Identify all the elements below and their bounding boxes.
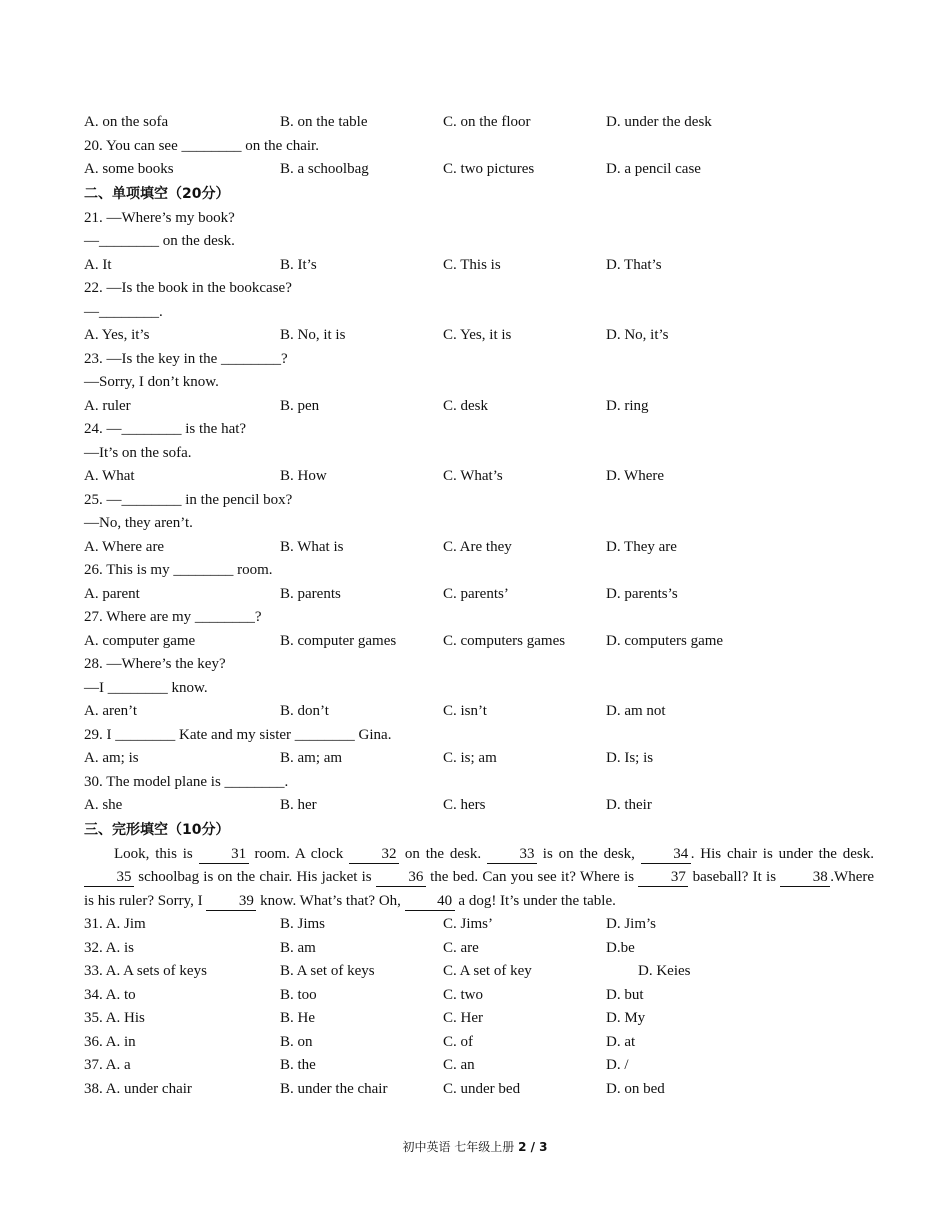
option-c: C. are — [443, 939, 479, 956]
cloze-option-row — [84, 913, 874, 937]
option-d: D. but — [606, 986, 644, 1003]
option-b: B. A set of keys — [280, 963, 375, 979]
option-row — [84, 465, 874, 489]
option-d: D. That’s — [606, 256, 662, 273]
option-d: D. computers game — [606, 632, 724, 649]
option-b: B. am; am — [280, 750, 343, 766]
option-row — [84, 630, 874, 654]
option-c: C. hers — [443, 797, 486, 813]
option-c: C. is; am — [443, 750, 497, 766]
option-c: C. isn’t — [443, 703, 487, 719]
option-c: C. under bed — [443, 1080, 521, 1097]
cloze-option-row — [84, 984, 874, 1008]
question-response: —It’s on the sofa. — [84, 444, 192, 461]
option-b: B. am — [280, 939, 316, 956]
option-a: A. computer game — [84, 632, 196, 649]
question-stem: 21. —Where’s my book? — [84, 209, 235, 226]
question-stem: 27. Where are my ________? — [84, 609, 262, 625]
question-stem: 30. The model plane is ________. — [84, 773, 289, 790]
passage-text: is on the desk, — [536, 845, 641, 862]
cloze-option-row — [84, 1031, 874, 1055]
question-20-stem: 20. You can see ________ on the chair. — [84, 137, 319, 154]
option-row — [84, 324, 874, 348]
option-row — [84, 747, 874, 771]
section-3-questions — [84, 913, 874, 1101]
question-stem: 29. I ________ Kate and my sister ________ Gina. — [84, 726, 392, 743]
option-a: 38. A. under chair — [84, 1080, 192, 1097]
option-a: A. aren’t — [84, 703, 138, 719]
section-2-heading: 二、单项填空（20分） — [84, 185, 230, 202]
cloze-blank: 32 — [349, 845, 399, 864]
option-a: 36. A. in — [84, 1033, 136, 1050]
question-stem: 26. This is my ________ room. — [84, 562, 273, 578]
option-a: A. on the sofa — [84, 114, 169, 130]
passage-text: room. A clock — [248, 845, 350, 862]
cloze-blank: 35 — [84, 868, 134, 887]
question-stem: 22. —Is the book in the bookcase? — [84, 280, 292, 296]
option-b: B. He — [280, 1010, 315, 1026]
option-d: D. They are — [606, 538, 677, 555]
cloze-option-row — [84, 1078, 874, 1102]
cloze-blank: 37 — [638, 868, 688, 887]
footer-page-number: 2 / 3 — [518, 1140, 548, 1154]
option-b: B. too — [280, 986, 317, 1003]
passage-text: .Where is his ruler? Sorry, I — [84, 869, 874, 909]
option-a: A. parent — [84, 585, 140, 602]
question-response: —________ on the desk. — [84, 233, 235, 249]
cloze-blank: 36 — [376, 868, 426, 887]
section-3-heading: 三、完形填空（10分） — [84, 821, 230, 838]
option-c: C. Yes, it is — [443, 327, 512, 343]
option-c: C. of — [443, 1033, 473, 1050]
passage-text: on the desk. — [399, 845, 487, 862]
option-d: D. My — [606, 1010, 646, 1026]
option-d: D. under the desk — [606, 114, 712, 130]
option-d: D. Jim’s — [606, 916, 657, 932]
option-c: C. Jims’ — [443, 916, 494, 932]
option-d: D. Keies — [638, 963, 691, 979]
option-a: 37. A. a — [84, 1057, 131, 1073]
option-a: A. What — [84, 468, 135, 484]
option-d: D. at — [606, 1033, 636, 1050]
option-d: D. am not — [606, 703, 666, 719]
question-response: —________. — [84, 303, 163, 320]
cloze-blank: 31 — [199, 845, 249, 864]
option-row-19 — [84, 111, 874, 135]
option-c: C. A set of key — [443, 963, 532, 979]
question-stem: 23. —Is the key in the ________? — [84, 350, 288, 367]
cloze-passage — [84, 843, 874, 914]
option-a: A. Yes, it’s — [84, 327, 150, 343]
option-a: A. Where are — [84, 538, 165, 555]
option-row — [84, 395, 874, 419]
option-a: A. some books — [84, 161, 174, 177]
cloze-blank: 39 — [206, 892, 256, 911]
cloze-option-row — [84, 937, 874, 961]
option-c: C. desk — [443, 397, 488, 414]
option-a: 33. A. A sets of keys — [84, 963, 207, 979]
option-b: B. her — [280, 797, 317, 813]
option-c: C. This is — [443, 256, 501, 273]
passage-text: . His chair is under the desk. — [690, 845, 875, 862]
question-response: —I ________ know. — [84, 679, 208, 696]
question-stem: 24. —________ is the hat? — [84, 421, 247, 437]
option-row — [84, 700, 874, 724]
option-a: A. ruler — [84, 397, 131, 414]
option-b: B. It’s — [280, 256, 317, 273]
passage-text: a dog! It’s under the table. — [454, 892, 616, 909]
option-d: D. on bed — [606, 1080, 665, 1097]
option-a: 34. A. to — [84, 986, 136, 1003]
passage-text: Look, this is — [114, 845, 199, 862]
option-a: A. am; is — [84, 750, 139, 766]
option-b: B. parents — [280, 585, 341, 602]
option-d: D. parents’s — [606, 585, 678, 602]
option-a: 31. A. Jim — [84, 916, 146, 932]
cloze-blank: 40 — [405, 892, 455, 911]
cloze-blank: 38 — [780, 868, 830, 887]
passage-text: schoolbag is on the chair. His jacket is — [134, 869, 376, 885]
option-c: C. Are they — [443, 538, 512, 555]
page-footer — [0, 1137, 950, 1157]
option-d: D. Is; is — [606, 750, 654, 766]
option-row — [84, 536, 874, 560]
option-d: D. / — [606, 1057, 629, 1073]
exam-page — [84, 111, 874, 1101]
option-c: C. on the floor — [443, 114, 531, 130]
option-b: B. under the chair — [280, 1080, 388, 1097]
option-row — [84, 794, 874, 818]
option-d: D. No, it’s — [606, 327, 669, 343]
option-d: D. a pencil case — [606, 161, 701, 177]
option-b: B. computer games — [280, 632, 397, 649]
option-b: B. What is — [280, 538, 344, 555]
option-b: B. How — [280, 468, 327, 484]
option-c: C. parents’ — [443, 585, 509, 602]
option-c: C. an — [443, 1057, 475, 1073]
cloze-option-row — [84, 1007, 874, 1031]
option-b: B. a schoolbag — [280, 161, 369, 177]
option-b: B. on — [280, 1033, 313, 1050]
option-b: B. Jims — [280, 916, 326, 932]
option-row — [84, 254, 874, 278]
option-a: A. It — [84, 256, 112, 273]
question-stem: 28. —Where’s the key? — [84, 656, 226, 672]
option-row — [84, 583, 874, 607]
option-c: C. two pictures — [443, 161, 535, 177]
option-b: B. on the table — [280, 114, 368, 130]
option-a: 32. A. is — [84, 939, 135, 956]
cloze-blank: 34 — [641, 845, 691, 864]
footer-course: 初中英语 七年级上册 — [402, 1140, 519, 1154]
passage-text: know. What’s that? Oh, — [256, 892, 405, 909]
passage-text: baseball? It is — [688, 869, 781, 885]
option-c: C. computers games — [443, 632, 566, 649]
question-response: —No, they aren’t. — [84, 515, 193, 531]
question-stem: 25. —________ in the pencil box? — [84, 491, 293, 508]
cloze-option-row — [84, 1054, 874, 1078]
option-d: D. Where — [606, 468, 665, 484]
option-d: D.be — [606, 939, 635, 956]
option-a: A. she — [84, 797, 123, 813]
passage-text: the bed. Can you see it? Where is — [425, 869, 639, 885]
option-b: B. No, it is — [280, 327, 346, 343]
option-c: C. two — [443, 986, 484, 1003]
option-d: D. their — [606, 797, 652, 813]
question-response: —Sorry, I don’t know. — [84, 374, 219, 390]
option-b: B. pen — [280, 397, 320, 414]
section-2-questions — [84, 207, 874, 818]
option-c: C. What’s — [443, 468, 503, 484]
cloze-blank: 33 — [487, 845, 537, 864]
option-d: D. ring — [606, 397, 649, 414]
option-b: B. the — [280, 1057, 316, 1073]
option-a: 35. A. His — [84, 1010, 145, 1026]
cloze-option-row — [84, 960, 874, 984]
option-b: B. don’t — [280, 703, 329, 719]
option-row-20 — [84, 158, 874, 182]
option-c: C. Her — [443, 1010, 483, 1026]
